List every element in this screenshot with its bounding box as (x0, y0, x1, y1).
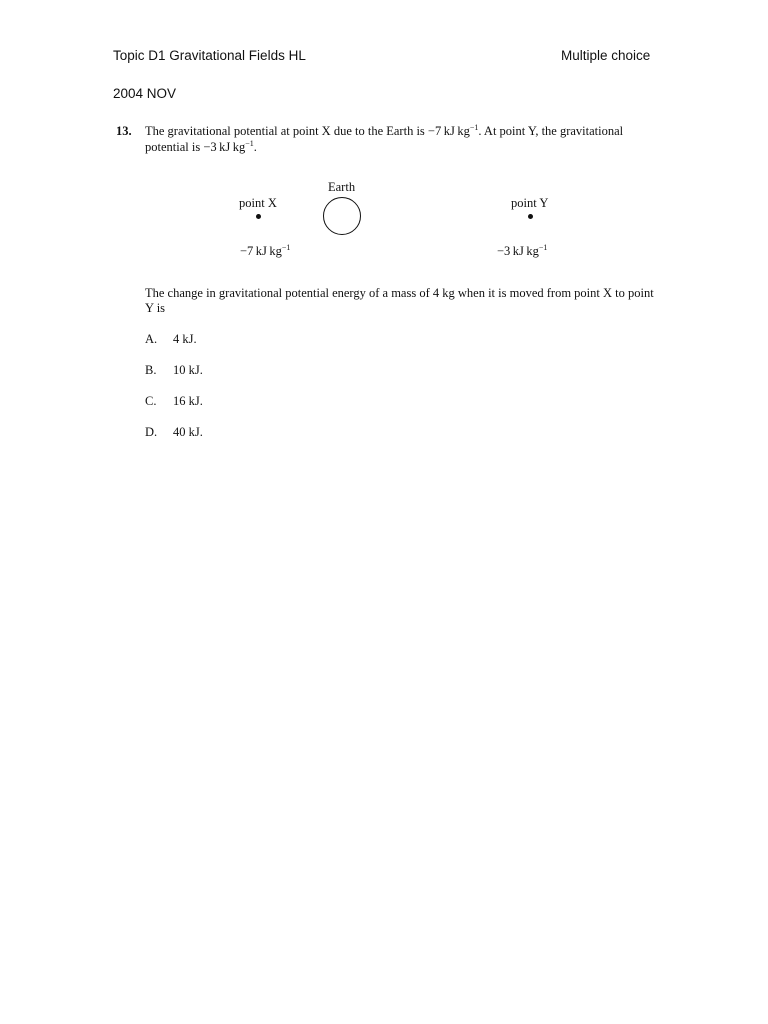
potential-y-label (497, 244, 547, 259)
option-c-letter: C. (145, 394, 157, 408)
earth-circle (323, 197, 361, 235)
question-stem-line-2: Y is (145, 301, 166, 315)
unit-exponent: −1 (245, 139, 254, 148)
question-stem-line-1: The change in gravitational potential energy of a mass of 4 kg when it is moved from point X to point (145, 286, 654, 300)
potential-x-label (240, 244, 290, 259)
potential-x-value: −7 kJ kg (240, 244, 282, 258)
question-number: 13. (116, 124, 132, 138)
page-header-question-type: Multiple choice (561, 48, 651, 63)
option-c-text: 16 kJ. (173, 394, 203, 408)
point-y-label: point Y (511, 196, 549, 210)
exam-session: 2004 NOV (113, 86, 177, 101)
option-a-text: 4 kJ. (173, 332, 197, 346)
point-x-dot (256, 214, 261, 219)
page-header-topic: Topic D1 Gravitational Fields HL (113, 48, 306, 63)
option-b-text: 10 kJ. (173, 363, 203, 377)
question-intro-line-2 (145, 140, 257, 155)
unit-exponent: −1 (281, 243, 291, 252)
option-a-letter: A. (145, 332, 158, 346)
option-b-letter: B. (145, 363, 157, 377)
question-intro-text-d: . (253, 140, 257, 154)
question-intro-text-a: The gravitational potential at point X due to the Earth is −7 kJ kg (145, 124, 470, 138)
earth-label: Earth (328, 180, 356, 194)
option-d-text: 40 kJ. (173, 425, 203, 439)
unit-exponent: −1 (538, 243, 548, 252)
question-intro-line-1 (145, 124, 623, 139)
unit-exponent: −1 (469, 123, 479, 132)
question-intro-text-c: potential is −3 kJ kg (145, 140, 246, 154)
point-y-dot (528, 214, 533, 219)
potential-y-value: −3 kJ kg (497, 244, 539, 258)
question-intro-text-b: . At point Y, the gravitational (478, 124, 624, 138)
option-d-letter: D. (145, 425, 158, 439)
point-x-label: point X (239, 196, 277, 210)
